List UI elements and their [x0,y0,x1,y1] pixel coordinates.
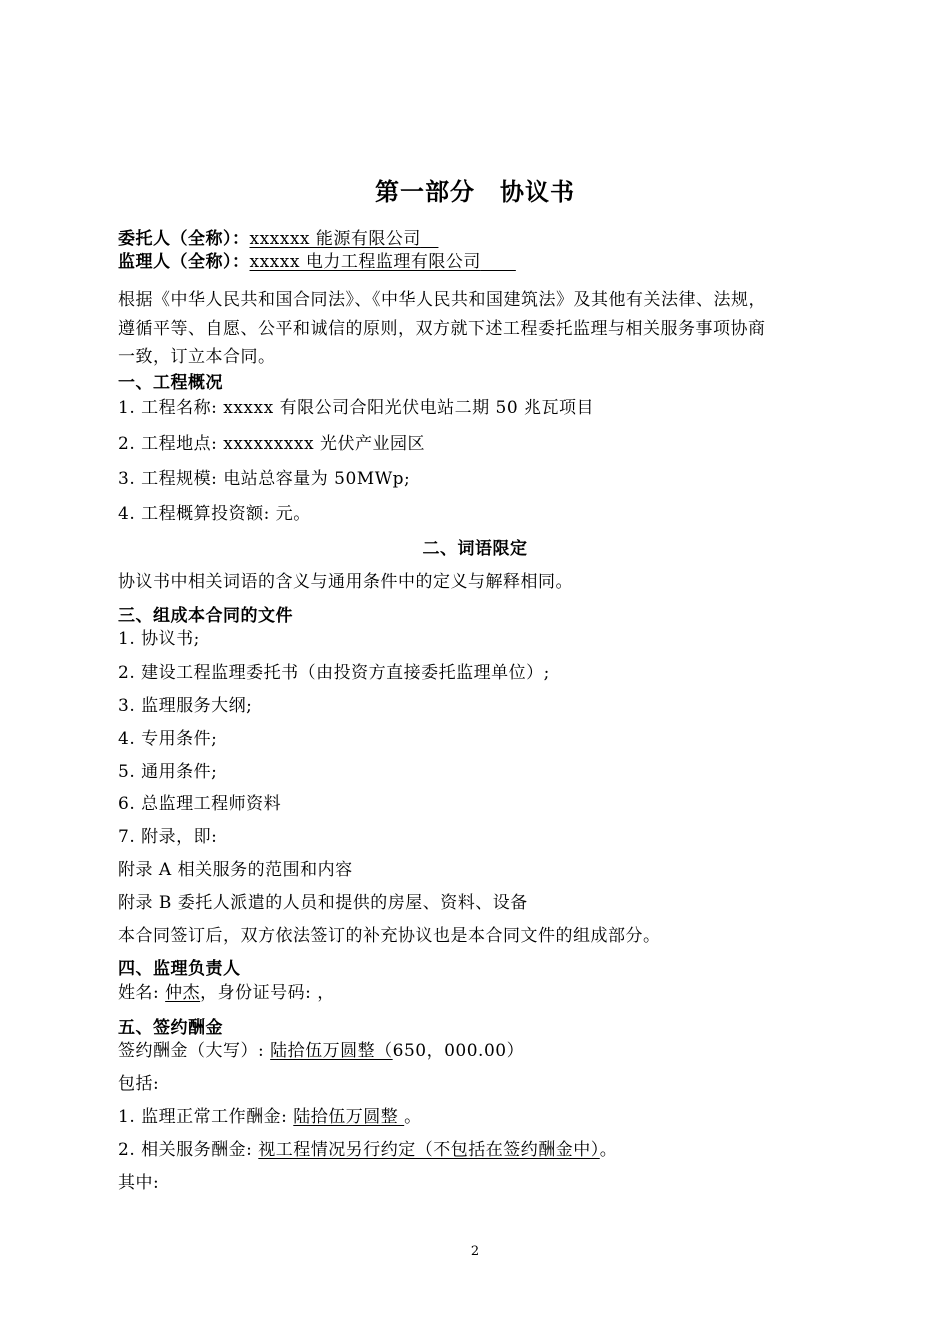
fee-item [118,1106,422,1128]
page-number: 2 [470,1244,480,1259]
client-line [118,228,438,250]
among-label: 其中: [118,1173,160,1193]
list-item: 3. 监理服务大纲; [118,696,253,716]
section-heading: 五、签约酬金 [118,1018,223,1038]
name-value: 仲杰 [165,983,201,1003]
preamble-line: 遵循平等、自愿、公平和诚信的原则，双方就下述工程委托监理与相关服务事项协商 [118,319,766,339]
appendix-item: 附录 B 委托人派遣的人员和提供的房屋、资料、设备 [118,893,528,913]
section-heading: 三、组成本合同的文件 [118,606,293,626]
section-text: 协议书中相关词语的含义与通用条件中的定义与解释相同。 [118,572,573,592]
section-heading-centered: 二、词语限定 [422,539,528,559]
fee-item [118,1139,617,1161]
supervisor-value: xxxxx 电力工程监理有限公司 [249,252,481,272]
fee-line [118,1040,524,1062]
client-value: xxxxxx 能源有限公司 [249,229,421,249]
fee-item-value: 陆拾伍万圆整 [293,1107,405,1127]
list-item: 6. 总监理工程师资料 [118,794,282,814]
section-heading: 一、工程概况 [118,373,223,393]
list-item: 2. 建设工程监理委托书（由投资方直接委托监理单位）; [118,663,550,683]
fee-label: 签约酬金（大写）: [118,1041,271,1061]
list-item: 1. 工程名称: xxxxx 有限公司合阳光伏电站二期 50 兆瓦项目 [118,398,595,418]
appendix-item: 附录 A 相关服务的范围和内容 [118,860,353,880]
fee-item-label: 1. 监理正常工作酬金: [118,1107,294,1127]
list-item: 5. 通用条件; [118,762,218,782]
list-item: 4. 专用条件; [118,729,218,749]
fee-item-value: 视工程情况另行约定（不包括在签约酬金中） [258,1140,600,1160]
page-title: 第一部分 协议书 [375,178,575,206]
fee-amount: 650，000.00） [392,1041,525,1061]
fee-item-label: 2. 相关服务酬金: [118,1140,259,1160]
name-label: 姓名: [118,983,166,1003]
include-label: 包括: [118,1074,160,1094]
fee-item-end: 。 [599,1140,618,1160]
list-item: 7. 附录，即: [118,827,218,847]
list-item: 4. 工程概算投资额: 元。 [118,504,311,524]
list-item: 1. 协议书; [118,629,200,649]
preamble-line: 根据《中华人民共和国合同法》、《中华人民共和国建筑法》及其他有关法律、法规， [118,290,766,310]
preamble-line: 一致，订立本合同。 [118,347,276,367]
supervisor-label: 监理人（全称）： [118,252,250,272]
id-text: ，身份证号码: ， [200,983,335,1003]
section-text: 本合同签订后，双方依法签订的补充协议也是本合同文件的组成部分。 [118,926,661,946]
list-item: 2. 工程地点: xxxxxxxxx 光伏产业园区 [118,434,425,454]
client-label: 委托人（全称）： [118,229,250,249]
supervisor-line [118,251,516,273]
fee-item-end: 。 [404,1107,422,1127]
fee-value: 陆拾伍万圆整（ [270,1041,393,1061]
director-line [118,982,335,1004]
list-item: 3. 工程规模: 电站总容量为 50MWp; [118,469,411,489]
section-heading: 四、监理负责人 [118,959,241,979]
